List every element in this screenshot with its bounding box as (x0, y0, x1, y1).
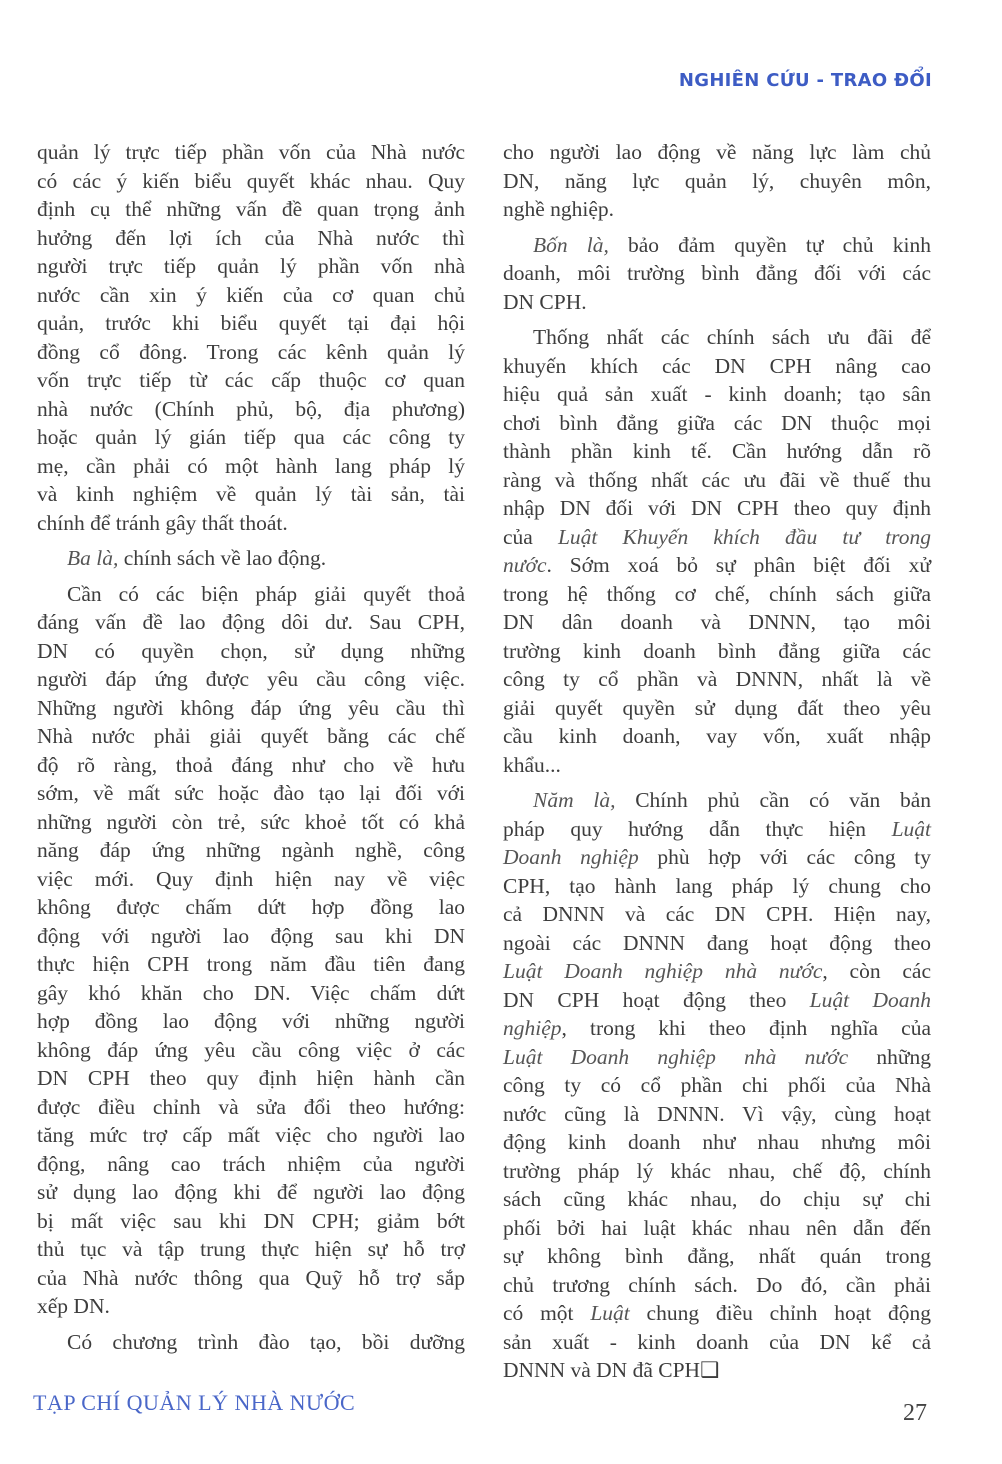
text-line (37, 922, 465, 951)
text-line (503, 1043, 931, 1072)
text-run: hưởng đến lợi ích của Nhà nước thì (37, 225, 465, 250)
text-line (503, 900, 931, 929)
text-run: thực hiện CPH trong năm đầu tiên đang (37, 952, 465, 976)
text-line (37, 665, 465, 694)
text-run: chính để tránh gây thất thoát. (37, 510, 288, 535)
text-run: những người còn trẻ, sức khoẻ tốt có khả (37, 809, 465, 834)
text-line (503, 138, 931, 167)
text-run: công ty có cổ phần chi phối của Nhà (503, 1073, 931, 1097)
text-run: việc mới. Quy định hiện nay về việc (37, 866, 465, 891)
text-line (37, 808, 465, 837)
text-run: nghề nghiệp. (503, 197, 615, 221)
text-line (503, 786, 931, 815)
text-line (37, 509, 465, 538)
text-run: quản lý trực tiếp phần vốn của Nhà nước (37, 140, 465, 164)
paragraph (37, 544, 465, 573)
text-line (37, 1178, 465, 1207)
text-run: tăng mức trợ cấp mất việc cho người lao (37, 1123, 465, 1147)
text-line (37, 480, 465, 509)
paragraph (503, 786, 931, 1385)
text-run: động với người lao động sau khi DN (37, 923, 465, 948)
text-line (503, 957, 931, 986)
text-line (503, 580, 931, 609)
italic-text: Luật (590, 1301, 630, 1325)
text-line (37, 694, 465, 723)
text-run: gây khó khăn cho DN. Việc chấm dứt (37, 980, 465, 1005)
text-line (503, 1128, 931, 1157)
text-run: quản, trước khi biểu quyết tại đại hội (37, 311, 465, 335)
text-line (37, 544, 465, 573)
paragraph (503, 138, 931, 224)
text-run: trong hệ thống cơ chế, chính sách giữa (503, 581, 931, 606)
text-run: , còn các (822, 959, 931, 983)
text-line (37, 452, 465, 481)
text-run: bị mất việc sau khi DN CPH; giảm bớt (37, 1208, 465, 1233)
text-line (37, 167, 465, 196)
text-line (37, 1235, 465, 1264)
text-line (37, 138, 465, 167)
text-line (37, 423, 465, 452)
text-run: bảo đảm quyền tự chủ kinh (608, 232, 931, 257)
text-line (37, 1093, 465, 1122)
italic-text: Luật Doanh (809, 987, 931, 1012)
text-line (37, 779, 465, 808)
text-line (503, 409, 931, 438)
text-line (503, 1157, 931, 1186)
text-run: DN, năng lực quản lý, chuyên môn, (503, 168, 931, 193)
text-run: người trực tiếp quản lý phần vốn nhà (37, 254, 465, 278)
text-run: phù hợp với các công ty (638, 845, 931, 869)
text-run: không đáp ứng yêu cầu công việc ở các (37, 1037, 465, 1062)
text-run: DN CPH theo quy định hiện hành cần (37, 1066, 465, 1090)
text-line (37, 1328, 465, 1357)
text-line (37, 1292, 465, 1321)
paragraph (503, 231, 931, 317)
text-line (37, 865, 465, 894)
text-line (37, 836, 465, 865)
text-run: ngoài các DNNN đang hoạt động theo (503, 930, 931, 955)
text-run: chủ trương chính sách. Do đó, cần phải (503, 1272, 931, 1297)
text-run: Nhà nước phải giải quyết bằng các chế (37, 724, 465, 748)
text-run: hợp đồng lao động với những người (37, 1009, 465, 1033)
text-line (37, 195, 465, 224)
text-run: và kinh nghiệm về quản lý tài sản, tài (37, 482, 465, 506)
paragraph (503, 323, 931, 779)
text-line (37, 608, 465, 637)
text-run: DN CPH. (503, 289, 587, 314)
text-run: sản xuất - kinh doanh của DN kể cả (503, 1329, 931, 1354)
text-line (37, 338, 465, 367)
text-line (503, 872, 931, 901)
text-run: . Sớm xoá bỏ sự phân biệt đối xử (546, 553, 931, 577)
text-run: DN CPH hoạt động theo (503, 987, 810, 1012)
text-line (503, 259, 931, 288)
text-line (503, 843, 931, 872)
text-line (37, 893, 465, 922)
text-run: DNNN và DN đã CPH❑ (503, 1358, 720, 1382)
text-run: không được chấm dứt hợp đồng lao (37, 895, 465, 919)
text-run: cả DNNN và các DN CPH. Hiện nay, (503, 902, 931, 926)
text-run: khẩu... (503, 752, 561, 777)
text-run: công ty cổ phần và DNNN, nhất là về (503, 667, 931, 691)
text-run: được điều chỉnh và sửa đổi theo hướng: (37, 1094, 465, 1119)
text-run: xếp DN. (37, 1294, 110, 1318)
text-line (37, 637, 465, 666)
text-line (503, 288, 931, 317)
text-run: Chính phủ cần có văn bản (615, 788, 931, 812)
left-column (37, 138, 465, 1356)
text-run: Thống nhất các chính sách ưu đãi để (533, 325, 931, 349)
text-run: sớm, về mất sức hoặc đào tạo lại đối với (37, 781, 465, 805)
text-line (503, 466, 931, 495)
text-line (503, 722, 931, 751)
text-line (37, 1064, 465, 1093)
text-line (503, 323, 931, 352)
text-run: động, nâng cao trách nhiệm của người (37, 1151, 465, 1176)
text-run: giải quyết quyền sử dụng đất theo yêu (503, 695, 931, 720)
text-run: doanh, môi trường bình đẳng đối với các (503, 261, 931, 285)
text-line (503, 694, 931, 723)
text-line (37, 395, 465, 424)
text-run: những (848, 1044, 932, 1069)
text-run: chính sách về lao động. (118, 546, 327, 570)
text-line (503, 1299, 931, 1328)
text-line (37, 366, 465, 395)
text-run: sự không bình đẳng, nhất quán trong (503, 1244, 931, 1268)
paragraph (37, 1328, 465, 1357)
text-run: thành phần kinh tế. Cần hướng dẫn rõ (503, 439, 931, 463)
text-run: Có chương trình đào tạo, bồi dưỡng (67, 1329, 465, 1354)
text-run: Những người không đáp ứng yêu cầu thì (37, 695, 465, 720)
text-line (503, 494, 931, 523)
text-run: có một (503, 1301, 591, 1325)
text-line (37, 979, 465, 1008)
text-line (503, 1356, 931, 1385)
text-run: Cần có các biện pháp giải quyết thoả (67, 581, 465, 606)
text-line (37, 1121, 465, 1150)
text-line (503, 929, 931, 958)
text-line (503, 986, 931, 1015)
text-line (503, 1214, 931, 1243)
text-line (37, 281, 465, 310)
text-line (503, 1328, 931, 1357)
text-run: sách cũng khác nhau, do chịu sự chi (503, 1187, 931, 1211)
text-run: đáng vấn đề lao động dôi dư. Sau CPH, (37, 610, 465, 634)
text-run: năng đáp ứng những ngành nghề, công (37, 838, 465, 862)
text-run: có các ý kiến biểu quyết khác nhau. Quy (37, 168, 465, 193)
text-line (503, 637, 931, 666)
text-line (37, 252, 465, 281)
italic-text: Luật (891, 816, 931, 841)
text-run: chung điều chỉnh hoạt động (629, 1301, 931, 1325)
text-run: cầu kinh doanh, vay vốn, xuất nhập (503, 724, 931, 748)
italic-text: Ba là, (67, 546, 119, 570)
text-run: , trong khi theo định nghĩa của (561, 1016, 931, 1040)
text-line (503, 352, 931, 381)
text-run: sử dụng lao động khi để người lao động (37, 1180, 465, 1204)
italic-text: Luật Khuyến khích đầu tư trong (557, 524, 931, 549)
text-line (503, 608, 931, 637)
text-run: thủ tục và tập trung thực hiện sự hỗ trợ (37, 1237, 465, 1261)
text-line (503, 665, 931, 694)
text-line (37, 1036, 465, 1065)
text-line (503, 523, 931, 552)
text-run: vốn trực tiếp từ các cấp thuộc cơ quan (37, 368, 465, 392)
text-line (37, 1264, 465, 1293)
text-run: hoặc quản lý gián tiếp qua các công ty (37, 425, 465, 449)
text-line (37, 580, 465, 609)
text-run: khuyến khích các DN CPH nâng cao (503, 353, 931, 378)
text-line (503, 380, 931, 409)
text-run: của (503, 524, 558, 549)
text-line (503, 167, 931, 196)
text-run: pháp quy hướng dẫn thực hiện (503, 816, 892, 841)
text-line (503, 1100, 931, 1129)
text-run: CPH, tạo hành lang pháp lý chung cho (503, 873, 931, 898)
text-line (503, 1185, 931, 1214)
italic-text: nghiệp (503, 1016, 562, 1040)
italic-text: Năm là, (533, 788, 616, 812)
text-run: phối bởi hai luật khác nhau nên dẫn đến (503, 1215, 931, 1240)
text-line (503, 1271, 931, 1300)
text-run: của Nhà nước thông qua Quỹ hỗ trợ sắp (37, 1265, 465, 1290)
text-line (503, 195, 931, 224)
text-line (503, 437, 931, 466)
italic-text: Luật Doanh nghiệp nhà nước (503, 1044, 849, 1069)
text-line (37, 751, 465, 780)
text-run: ràng và thống nhất các ưu đãi về thuế thu (503, 467, 931, 492)
text-line (503, 1014, 931, 1043)
text-line (37, 1150, 465, 1179)
text-line (503, 551, 931, 580)
page-number: 27 (903, 1400, 927, 1426)
right-column (503, 138, 931, 1385)
text-run: nhập DN đối với DN CPH theo quy định (503, 496, 931, 520)
text-run: DN có quyền chọn, sử dụng những (37, 638, 465, 663)
text-line (37, 722, 465, 751)
paragraph (37, 138, 465, 537)
text-line (503, 815, 931, 844)
italic-text: Doanh nghiệp (503, 845, 639, 869)
text-run: trường pháp lý khác nhau, chế độ, chính (503, 1158, 931, 1183)
text-line (503, 1071, 931, 1100)
section-header: NGHIÊN CỨU - TRAO ĐỔI (678, 70, 932, 91)
text-line (37, 1007, 465, 1036)
text-line (503, 751, 931, 780)
journal-title: TẠP CHÍ QUẢN LÝ NHÀ NƯỚC (33, 1390, 356, 1415)
text-line (37, 1207, 465, 1236)
italic-text: Luật Doanh nghiệp nhà nước (503, 959, 823, 983)
text-run: định cụ thể những vấn đề quan trọng ảnh (37, 197, 465, 221)
text-run: chơi bình đẳng giữa các DN thuộc mọi (503, 410, 931, 435)
text-line (503, 231, 931, 260)
text-run: nước cần xin ý kiến của cơ quan chủ (37, 282, 465, 307)
text-run: mẹ, cần phải có một hành lang pháp lý (37, 453, 465, 478)
italic-text: nước (503, 553, 547, 577)
text-line (37, 309, 465, 338)
text-run: hiệu quả sản xuất - kinh doanh; tạo sân (503, 382, 931, 406)
text-run: người đáp ứng được yêu cầu công việc. (37, 667, 465, 691)
text-run: nhà nước (Chính phủ, bộ, địa phương) (37, 396, 465, 421)
text-line (37, 224, 465, 253)
text-line (37, 950, 465, 979)
text-line (503, 1242, 931, 1271)
text-run: cho người lao động về năng lực làm chủ (503, 140, 931, 164)
text-run: nước cũng là DNNN. Vì vậy, cùng hoạt (503, 1101, 931, 1126)
text-run: trường kinh doanh bình đẳng giữa các (503, 638, 931, 663)
text-run: đồng cổ đông. Trong các kênh quản lý (37, 339, 465, 364)
text-run: động kinh doanh như nhau nhưng môi (503, 1130, 931, 1154)
text-run: DN dân doanh và DNNN, tạo môi (503, 610, 931, 634)
italic-text: Bốn là, (533, 232, 609, 257)
text-run: độ rõ ràng, thoả đáng như cho về hưu (37, 752, 465, 777)
paragraph (37, 580, 465, 1321)
